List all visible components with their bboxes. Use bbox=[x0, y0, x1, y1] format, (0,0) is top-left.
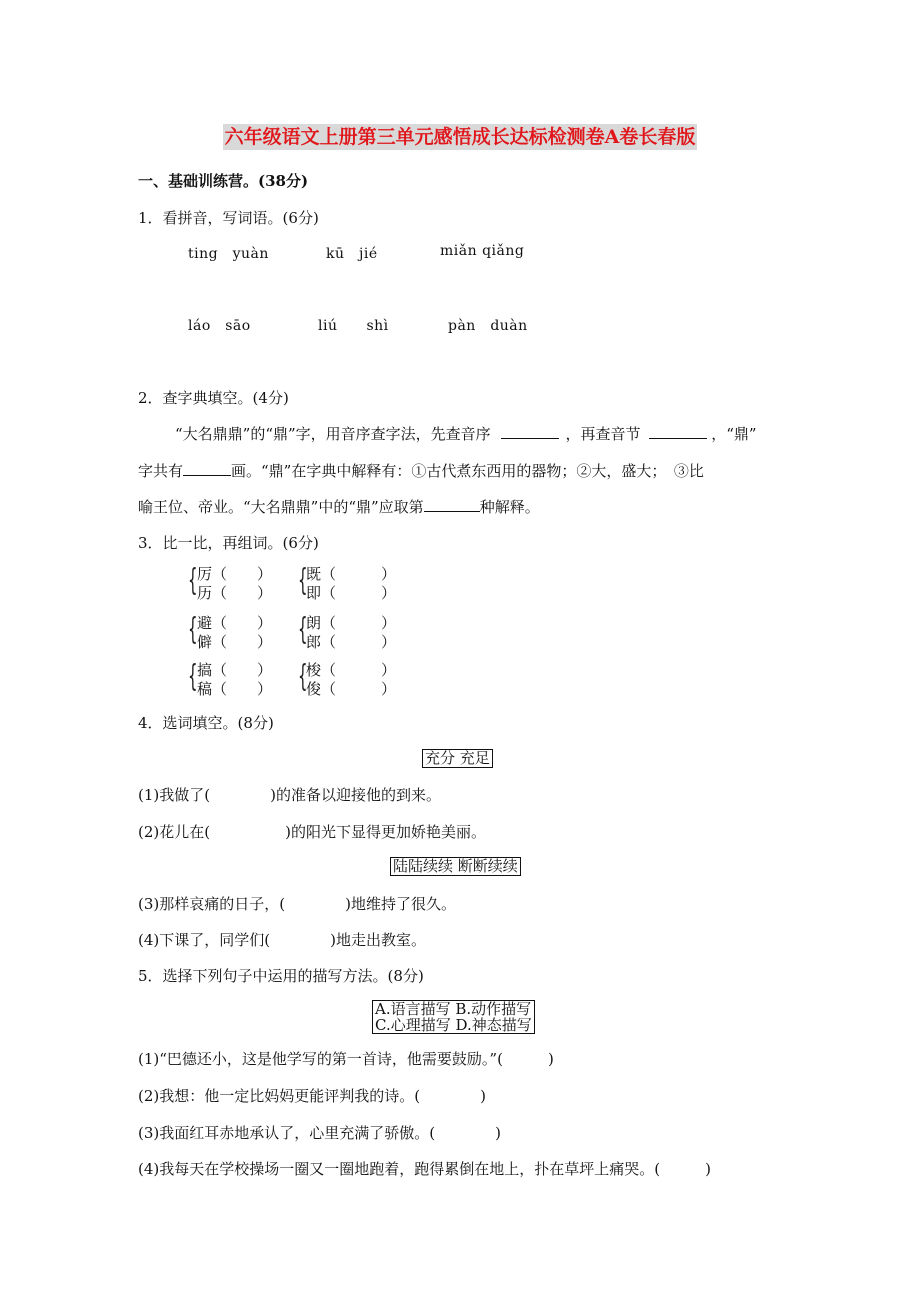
pair-item: 稿（ ） bbox=[197, 680, 273, 698]
pair-item: 搞（ ） bbox=[197, 661, 273, 679]
question-4-sentence: (1)我做了( )的准备以迎接他的到来。 bbox=[138, 786, 441, 804]
word-choice-text: 充分 充足 bbox=[422, 749, 493, 768]
question-2-line-1 bbox=[175, 423, 757, 444]
pair-item: 历（ ） bbox=[197, 584, 273, 602]
brace-icon: { bbox=[298, 659, 308, 694]
q2-text: ，“鼎” bbox=[711, 425, 757, 443]
pair-item: 即（ ） bbox=[306, 584, 397, 602]
pair-item: 梭（ ） bbox=[306, 661, 397, 679]
pinyin-item: miǎn qiǎng bbox=[440, 243, 525, 259]
word-pair bbox=[306, 565, 396, 603]
q2-text: 种解释。 bbox=[479, 498, 540, 516]
word-choice-box bbox=[390, 857, 521, 876]
pair-item: 朗（ ） bbox=[306, 614, 397, 632]
question-5-sentence: (2)我想：他一定比妈妈更能评判我的诗。( ) bbox=[138, 1087, 486, 1105]
question-3-label: 3．比一比，再组词。(6分) bbox=[138, 534, 319, 552]
question-5-label: 5．选择下列句子中运用的描写方法。(8分) bbox=[138, 967, 424, 985]
page-title bbox=[0, 122, 920, 149]
question-4-label: 4．选词填空。(8分) bbox=[138, 714, 274, 732]
question-4-sentence: (2)花儿在( )的阳光下显得更加娇艳美丽。 bbox=[138, 823, 486, 841]
answer-blank[interactable] bbox=[424, 497, 480, 512]
q2-text: ，再查音节 bbox=[565, 425, 641, 443]
answer-blank[interactable] bbox=[501, 424, 559, 439]
question-5-sentence: (4)我每天在学校操场一圈又一圈地跑着，跑得累倒在地上，扑在草坪上痛哭。( ) bbox=[138, 1160, 711, 1178]
q2-text: 喻王位、帝业。“大名鼎鼎”中的“鼎”应取第 bbox=[138, 498, 424, 516]
pair-item: 俊（ ） bbox=[306, 680, 397, 698]
pinyin-item: pàn duàn bbox=[448, 318, 528, 334]
answer-blank[interactable] bbox=[183, 461, 231, 476]
answer-blank[interactable] bbox=[649, 424, 707, 439]
option-line: C.心理描写 D.神态描写 bbox=[375, 1016, 532, 1034]
pair-item: 既（ ） bbox=[306, 565, 397, 583]
brace-icon: { bbox=[298, 563, 308, 598]
word-pair bbox=[306, 614, 396, 652]
pinyin-item: kū jié bbox=[326, 246, 378, 262]
pair-item: 避（ ） bbox=[197, 614, 273, 632]
question-4-sentence: (4)下课了，同学们( )地走出教室。 bbox=[138, 931, 426, 949]
brace-icon: { bbox=[188, 612, 198, 647]
option-box bbox=[372, 1000, 535, 1034]
word-pair bbox=[197, 661, 272, 699]
question-2-label: 2．查字典填空。(4分) bbox=[138, 389, 289, 407]
word-pair bbox=[197, 614, 272, 652]
section-heading: 一、基础训练营。(38分) bbox=[138, 172, 309, 190]
question-1-label: 1．看拼音，写词语。(6分) bbox=[138, 209, 319, 227]
q2-text: “大名鼎鼎”的“鼎”字，用音序查字法，先查音序 bbox=[175, 425, 491, 443]
word-pair bbox=[197, 565, 272, 603]
pair-item: 厉（ ） bbox=[197, 565, 273, 583]
question-2-line-2 bbox=[138, 460, 704, 481]
word-choice-text: 陆陆续续 断断续续 bbox=[390, 857, 521, 876]
q2-text: 画。“鼎”在字典中解释有：①古代煮东西用的器物；②大，盛大； ③比 bbox=[231, 462, 704, 480]
pinyin-item: ting yuàn bbox=[188, 246, 269, 262]
pinyin-item: láo sāo bbox=[188, 318, 251, 334]
word-pair bbox=[306, 661, 396, 699]
question-5-sentence: (1)“巴德还小，这是他学写的第一首诗，他需要鼓励。”( ) bbox=[138, 1050, 554, 1068]
question-5-sentence: (3)我面红耳赤地承认了，心里充满了骄傲。( ) bbox=[138, 1124, 501, 1142]
question-4-sentence: (3)那样哀痛的日子，( )地维持了很久。 bbox=[138, 895, 456, 913]
brace-icon: { bbox=[298, 612, 308, 647]
pair-item: 郎（ ） bbox=[306, 633, 397, 651]
option-line: A.语言描写 B.动作描写 bbox=[375, 1000, 532, 1018]
brace-icon: { bbox=[188, 563, 198, 598]
pinyin-item: liú shì bbox=[318, 318, 389, 334]
question-2-line-3 bbox=[138, 496, 540, 517]
word-choice-box bbox=[422, 749, 493, 768]
pair-item: 僻（ ） bbox=[197, 633, 273, 651]
title-text: 六年级语文上册第三单元感悟成长达标检测卷A卷长春版 bbox=[224, 126, 696, 148]
q2-text: 字共有 bbox=[138, 462, 184, 480]
brace-icon: { bbox=[188, 659, 198, 694]
